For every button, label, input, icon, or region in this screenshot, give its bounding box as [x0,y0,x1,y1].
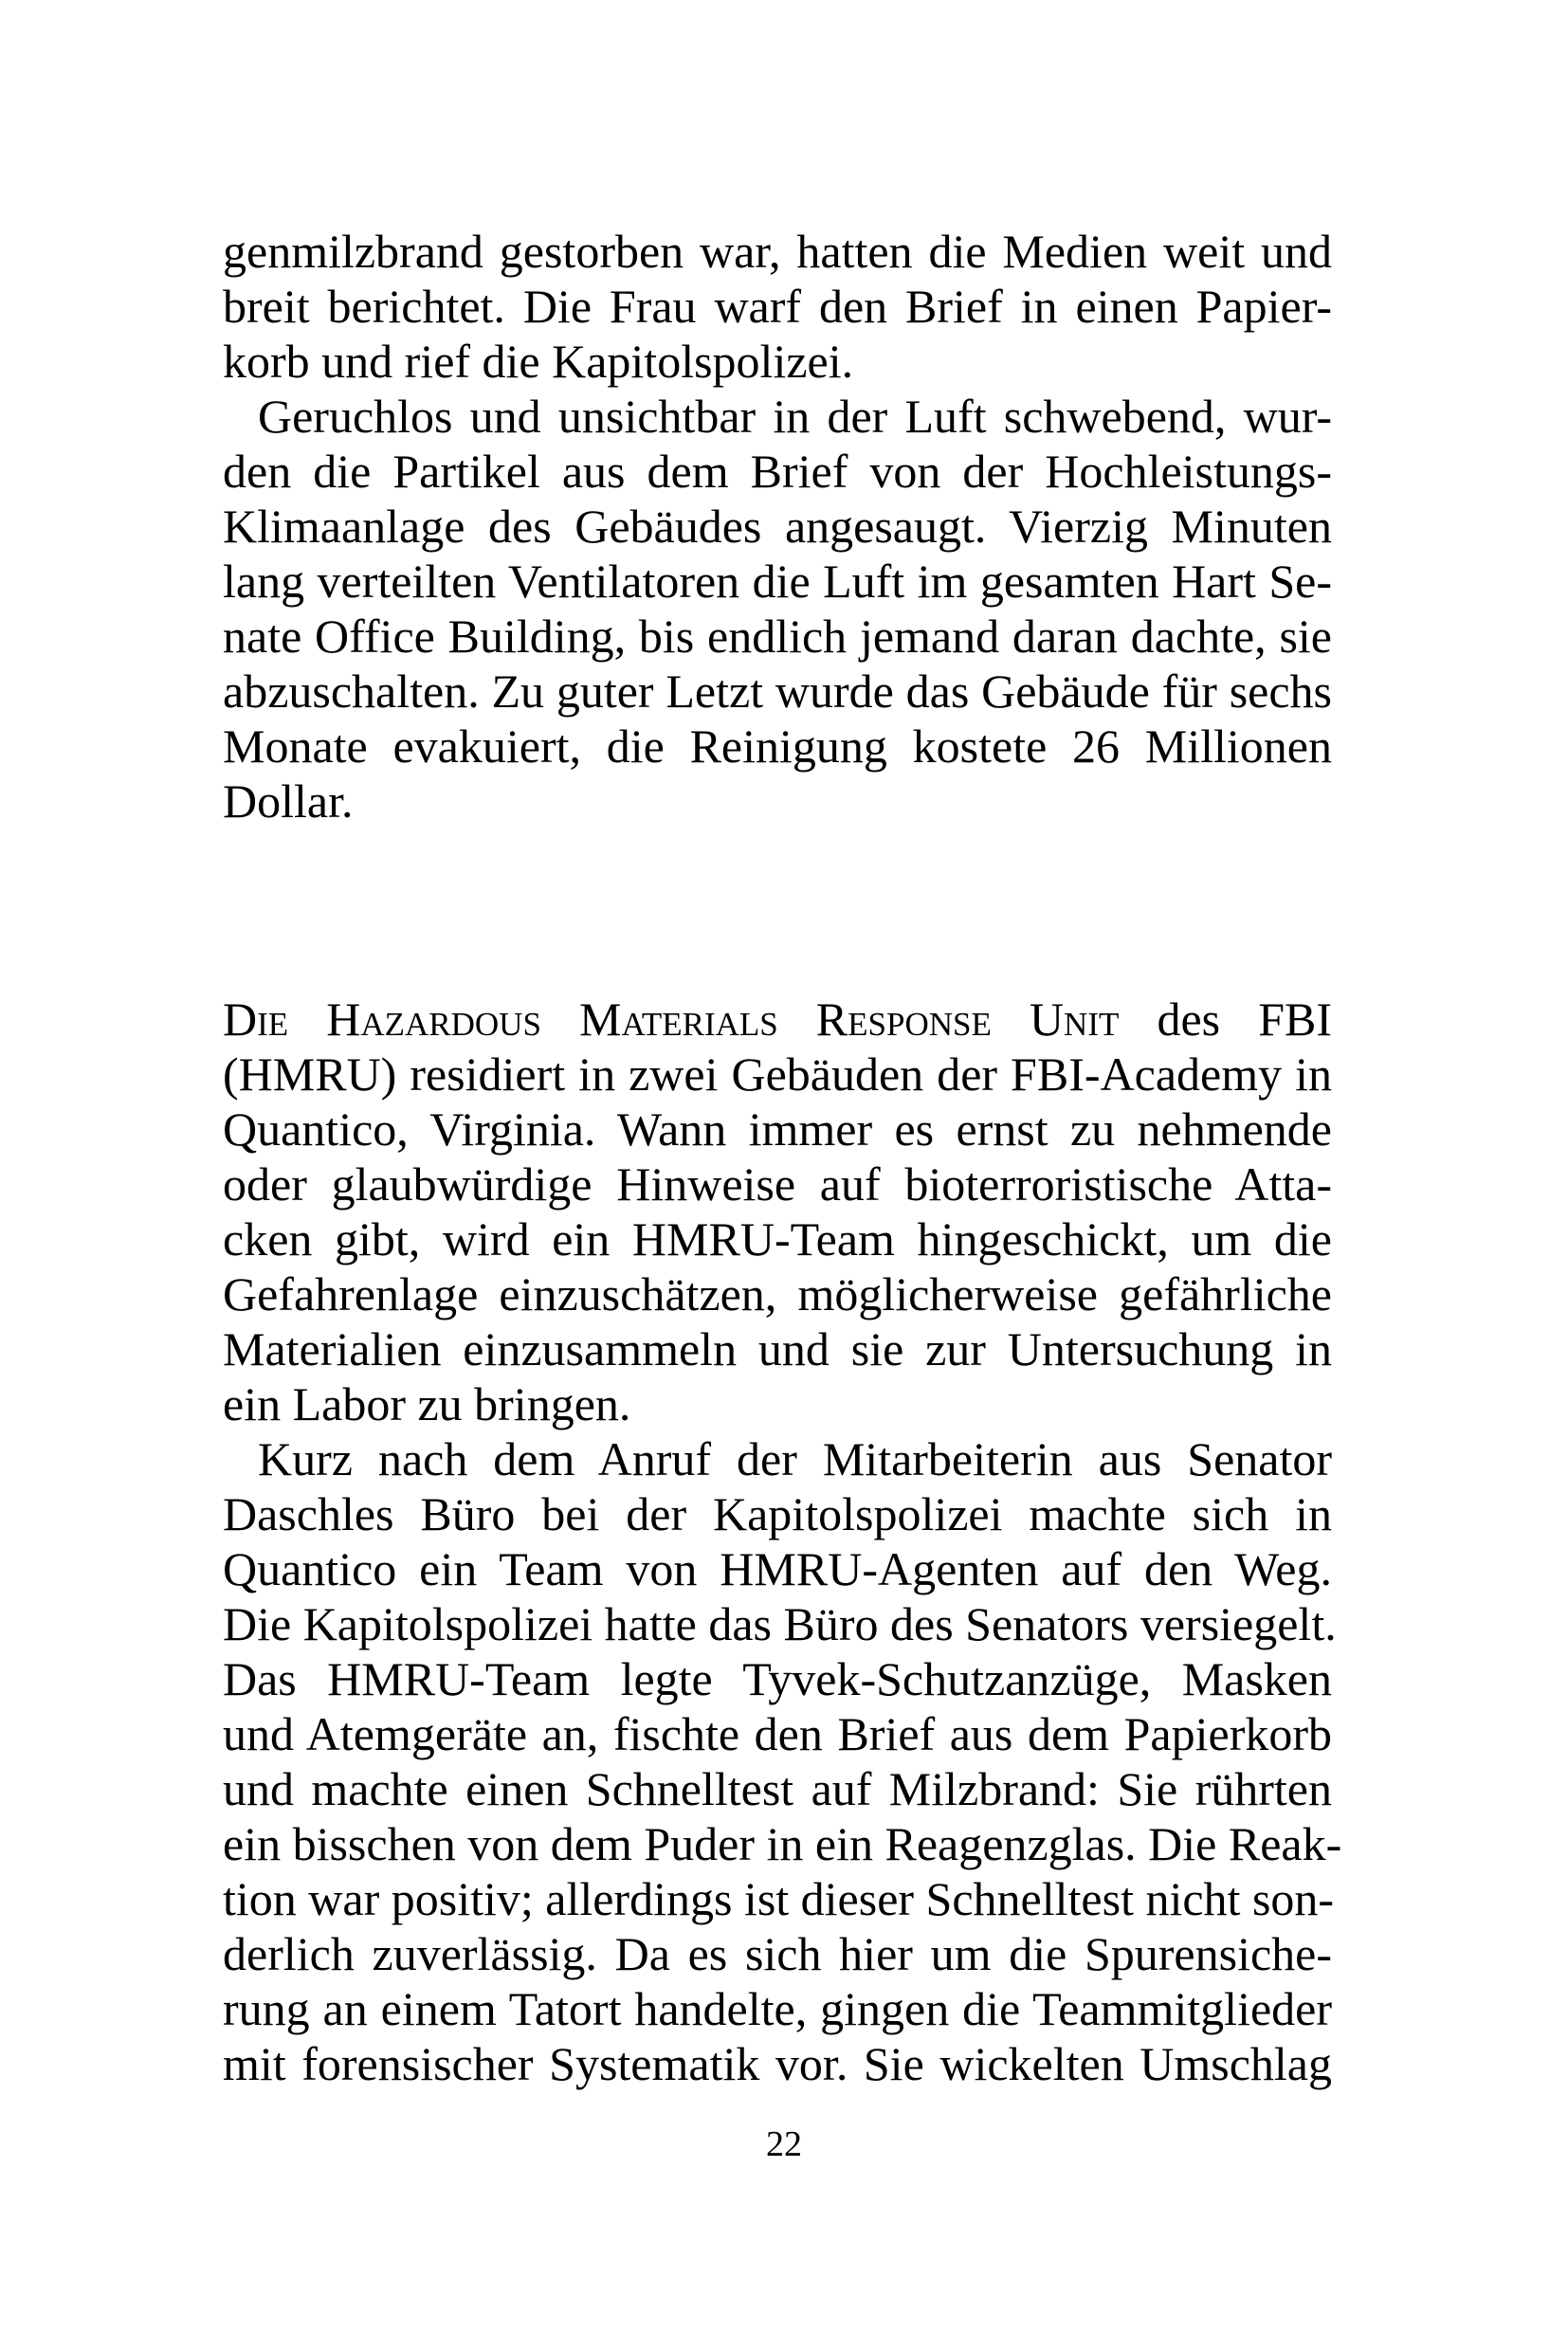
text-line: korb und rief die Kapitolspolizei. [223,335,854,388]
text-line: Die Kapitolspolizei hatte das Büro des Senators versiegelt. [223,1597,1337,1650]
text-line: Daschles Büro bei der Kapitolspolizei machte sich in [223,1487,1332,1540]
text-line: Kurz nach dem Anruf der Mitarbeiterin aus Senator [258,1432,1332,1485]
text-line: derlich zuverlässig. Da es sich hier um die Spurensiche- [223,1927,1332,1980]
text-line: Monate evakuiert, die Reinigung kostete 26 Millionen [223,720,1332,773]
page-number: 22 [766,2124,802,2164]
text-line: Materialien einzusammeln und sie zur Untersuchung in [223,1322,1332,1375]
text-line: mit forensischer Systematik vor. Sie wickelten Umschlag [223,2037,1332,2090]
section-break [223,829,1332,992]
text-line: und machte einen Schnelltest auf Milzbrand: Sie rührten [223,1762,1332,1815]
text-line: ein bisschen von dem Puder in ein Reagenzglas. Die Reak- [223,1817,1342,1870]
paragraph-3 [223,992,1332,1431]
text-line: breit berichtet. Die Frau warf den Brief in einen Papier- [223,280,1332,333]
text-line: genmilzbrand gestorben war, hatten die Medien weit und [223,225,1332,278]
text-line: oder glaubwürdige Hinweise auf bioterroristische Atta- [223,1157,1332,1211]
text-line: Dollar. [223,774,354,828]
text-line: Geruchlos und unsichtbar in der Luft schwebend, wur- [258,390,1332,443]
text-line: Quantico ein Team von HMRU-Agenten auf den Weg. [223,1542,1332,1595]
text-line: rung an einem Tatort handelte, gingen die Teammitglieder [223,1982,1332,2035]
paragraph-4 [223,1431,1342,2091]
text-line [223,992,1332,1047]
text-line: nate Office Building, bis endlich jemand daran dachte, sie [223,610,1332,663]
page-body [223,224,1342,2091]
text-line: abzuschalten. Zu guter Letzt wurde das Gebäude für sechs [223,665,1332,718]
text-line: Klimaanlage des Gebäudes angesaugt. Vierzig Minuten [223,500,1332,553]
text-line: Quantico, Virginia. Wann immer es ernst zu nehmende [223,1102,1332,1156]
section-lead-smallcaps: Die Hazardous Materials Response Unit [223,993,1120,1046]
paragraph-1 [223,224,1332,389]
text-line: ein Labor zu bringen. [223,1377,631,1430]
text-line: und Atemgeräte an, fischte den Brief aus dem Papierkorb [223,1707,1332,1760]
text-line: lang verteilten Ventilatoren die Luft im gesamten Hart Se- [223,555,1332,608]
text-line: cken gibt, wird ein HMRU-Team hingeschickt, um die [223,1212,1332,1266]
paragraph-2 [223,389,1332,829]
text-line: tion war positiv; allerdings ist dieser Schnelltest nicht son- [223,1872,1335,1925]
text-line: (HMRU) residiert in zwei Gebäuden der FBI-Academy in [223,1047,1332,1101]
text-line: den die Partikel aus dem Brief von der Hochleistungs- [223,445,1332,498]
text-line-rest: des FBI [1119,993,1332,1046]
text-line: Das HMRU-Team legte Tyvek-Schutzanzüge, Masken [223,1652,1332,1705]
text-line: Gefahrenlage einzuschätzen, möglicherweise gefährliche [223,1267,1332,1321]
